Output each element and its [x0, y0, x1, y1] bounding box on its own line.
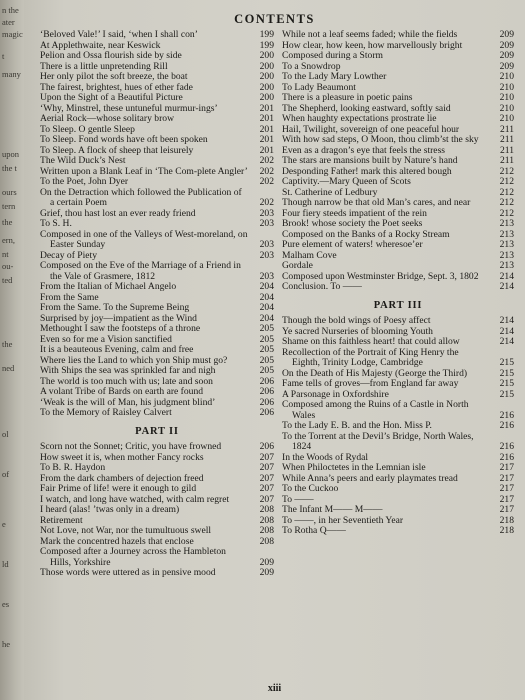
entry-page-number: 216 — [499, 409, 514, 421]
entry-page-number: 217 — [499, 504, 514, 515]
margin-fragment: ol — [2, 430, 9, 439]
entry-page-number: 200 — [259, 81, 274, 93]
entry-page-number: 206 — [259, 375, 274, 387]
entry-title: While Anna’s peers and early playmates tread — [282, 472, 458, 484]
entry-title: There is a little unpretending Rill — [40, 60, 168, 72]
toc-entry — [282, 30, 514, 41]
entry-page-number: 214 — [499, 336, 514, 347]
entry-page-number: 200 — [259, 71, 274, 82]
entry-title: Grief, thou hast lost an ever ready friend — [40, 207, 196, 219]
entry-page-number: 203 — [259, 270, 274, 282]
entry-title: To Sleep. A flock of sheep that leisurely — [40, 144, 194, 156]
entry-title: Scorn not the Sonnet; Critic, you have frowned — [40, 441, 222, 452]
entry-page-number: 207 — [259, 451, 274, 463]
entry-page-number: 216 — [499, 420, 514, 431]
entry-page-number: 213 — [499, 239, 514, 250]
entry-page-number: 203 — [259, 207, 274, 219]
entry-title: Composed on the Banks of a Rocky Stream — [282, 228, 450, 240]
entry-title: Aerial Rock—whose solitary brow — [40, 113, 175, 124]
entry-page-number: 217 — [499, 483, 514, 494]
entry-page-number: 218 — [499, 525, 514, 536]
toc-entry — [40, 261, 274, 282]
toc-entry — [40, 484, 274, 495]
margin-fragment: many — [2, 70, 21, 79]
entry-page-number: 211 — [499, 144, 514, 156]
entry-page-number: 211 — [499, 123, 514, 135]
entry-title: A volant Tribe of Bards on earth are found — [40, 386, 204, 397]
entry-page-number: 211 — [499, 134, 514, 145]
entry-title: To —— — [282, 493, 314, 505]
entry-title: When Philoctetes in the Lemnian isle — [282, 462, 426, 473]
entry-page-number: 212 — [499, 186, 514, 198]
toc-entry — [282, 219, 514, 230]
entry-title: Written upon a Blank Leaf in ‘The Com-plete Angler’ — [40, 165, 248, 177]
entry-title: In the Woods of Rydal — [282, 451, 369, 463]
entry-title: Composed among the Ruins of a Castle in North Wales — [282, 399, 469, 421]
toc-entry — [40, 505, 274, 516]
margin-fragment: ours — [2, 188, 17, 197]
entry-title: On the Detraction which followed the Publication of a certain Poem — [40, 186, 242, 208]
entry-title: Even so for me a Vision sanctified — [40, 333, 172, 345]
entry-page-number: 204 — [259, 302, 274, 313]
entry-page-number: 215 — [499, 357, 514, 368]
entry-title: A Parsonage in Oxfordshire — [282, 388, 389, 400]
toc-entry — [40, 345, 274, 356]
entry-title: To Sleep. O gentle Sleep — [40, 123, 135, 135]
entry-title: How sweet it is, when mother Fancy rocks — [40, 451, 204, 463]
entry-title: St. Catherine of Ledbury — [282, 186, 378, 198]
entry-title: Where lies the Land to which yon Ship must go? — [40, 354, 228, 366]
entry-page-number: 209 — [499, 50, 514, 61]
entry-page-number: 211 — [499, 155, 514, 166]
entry-title: Fame tells of groves—from England far away — [282, 378, 459, 389]
entry-page-number: 205 — [259, 323, 274, 334]
entry-title: While not a leaf seems faded; while the fields — [282, 29, 458, 40]
entry-title: To the Cuckoo — [282, 483, 339, 494]
margin-fragment: the — [2, 218, 13, 227]
toc-entry — [40, 408, 274, 419]
entry-title: On the Death of His Majesty (George the Third) — [282, 367, 468, 379]
entry-page-number: 212 — [499, 197, 514, 208]
entry-page-number: 213 — [499, 260, 514, 271]
entry-page-number: 205 — [259, 354, 274, 366]
toc-entry — [40, 156, 274, 167]
toc-entry — [282, 316, 514, 327]
margin-fragment: t — [2, 52, 5, 61]
entry-title: Her only pilot the soft breeze, the boat — [40, 71, 188, 82]
part-heading: PART II — [135, 425, 179, 437]
toc-entry — [40, 463, 274, 474]
entry-page-number: 204 — [259, 281, 274, 292]
toc-entry — [282, 198, 514, 209]
toc-entry — [40, 93, 274, 104]
margin-fragment: ou- — [2, 262, 14, 271]
entry-page-number: 214 — [499, 270, 514, 282]
entry-title: Pelion and Ossa flourish side by side — [40, 50, 182, 61]
entry-title: From the Italian of Michael Angelo — [40, 281, 177, 292]
toc-entry — [40, 72, 274, 83]
entry-title: It is a beauteous Evening, calm and free — [40, 344, 194, 355]
entry-page-number: 212 — [499, 165, 514, 177]
entry-title: To ——, in her Seventieth Year — [282, 514, 404, 526]
entry-title: The world is too much with us; late and soon — [40, 375, 213, 387]
entry-title: Conclusion. To —— — [282, 281, 362, 292]
entry-page-number: 204 — [259, 291, 274, 303]
entry-page-number: 216 — [499, 451, 514, 463]
margin-fragment: n the — [2, 6, 19, 15]
entry-page-number: 205 — [259, 333, 274, 345]
margin-fragment: magic — [2, 30, 23, 39]
entry-page-number: 213 — [499, 218, 514, 229]
part-heading: PART III — [373, 299, 423, 311]
entry-page-number: 207 — [259, 483, 274, 494]
entry-title: Composed on the Eve of the Marriage of a Friend in the Vale of Grasmere, 1812 — [40, 260, 241, 282]
toc-entry — [40, 366, 274, 377]
entry-title: How clear, how keen, how marvellously bright — [282, 39, 463, 51]
entry-title: The Shepherd, looking eastward, softly said — [282, 102, 451, 114]
toc-entry — [40, 526, 274, 537]
entry-page-number: 199 — [259, 39, 274, 51]
entry-page-number: 210 — [499, 81, 514, 93]
entry-title: Ye sacred Nurseries of blooming Youth — [282, 325, 433, 337]
entry-page-number: 209 — [259, 567, 274, 578]
entry-title: Malham Cove — [282, 249, 337, 261]
toc-entry — [40, 568, 274, 579]
entry-title: To the Memory of Raisley Calvert — [40, 407, 172, 418]
entry-page-number: 210 — [499, 113, 514, 124]
toc-entry — [40, 442, 274, 453]
entry-title: From the dark chambers of dejection freed — [40, 472, 204, 484]
margin-fragment: e — [2, 520, 6, 529]
entry-page-number: 207 — [259, 472, 274, 484]
entry-title: Recollection of the Portrait of King Henry the Eighth, Trinity Lodge, Cambridge — [282, 346, 459, 368]
entry-title: To the Lady E. B. and the Hon. Miss P. — [282, 420, 432, 431]
toc-entry — [40, 387, 274, 398]
entry-page-number: 205 — [259, 365, 274, 376]
entry-page-number: 214 — [499, 325, 514, 337]
entry-title: The Infant M—— M—— — [282, 504, 383, 515]
entry-page-number: 207 — [259, 493, 274, 505]
page-number: xiii — [267, 683, 282, 694]
entry-title: Even as a dragon’s eye that feels the stress — [282, 144, 446, 156]
entry-page-number: 215 — [499, 388, 514, 400]
toc-entry — [282, 379, 514, 390]
entry-title: There is a pleasure in poetic pains — [282, 92, 413, 103]
entry-title: From the Same — [40, 291, 99, 303]
entry-page-number: 206 — [259, 396, 274, 408]
entry-title: To Rotha Q—— — [282, 525, 346, 536]
entry-page-number: 208 — [259, 525, 274, 536]
entry-page-number: 201 — [259, 144, 274, 156]
entry-page-number: 200 — [259, 60, 274, 72]
entry-title: Shame on this faithless heart! that could allow — [282, 336, 460, 347]
toc-entry — [282, 505, 514, 516]
toc-entry — [40, 135, 274, 146]
entry-page-number: 210 — [499, 102, 514, 114]
toc-entry — [282, 484, 514, 495]
toc-entry — [40, 324, 274, 335]
entry-title: ‘Weak is the will of Man, his judgment blind’ — [40, 396, 216, 408]
entry-page-number: 199 — [259, 29, 274, 40]
entry-title: Methought I saw the footsteps of a throne — [40, 323, 201, 334]
entry-page-number: 210 — [499, 71, 514, 82]
entry-title: At Applethwaite, near Keswick — [40, 39, 161, 51]
entry-page-number: 212 — [499, 207, 514, 219]
margin-fragment: ld — [2, 560, 9, 569]
margin-fragment: ted — [2, 276, 13, 285]
entry-page-number: 210 — [499, 92, 514, 103]
toc-entry — [40, 209, 274, 220]
toc-entry — [282, 282, 514, 293]
toc-entry — [282, 400, 514, 421]
entry-page-number: 215 — [499, 378, 514, 389]
entry-title: When haughty expectations prostrate lie — [282, 113, 437, 124]
entry-page-number: 209 — [499, 60, 514, 72]
entry-page-number: 204 — [259, 312, 274, 324]
entry-page-number: 201 — [259, 134, 274, 145]
margin-fragment: the — [2, 340, 13, 349]
toc-entry — [282, 93, 514, 104]
entry-page-number: 218 — [499, 514, 514, 526]
entry-page-number: 206 — [259, 386, 274, 397]
entry-page-number: 203 — [259, 239, 274, 250]
toc-entry — [40, 230, 274, 251]
margin-fragment: ater — [2, 18, 15, 27]
toc-entry — [40, 219, 274, 230]
toc-entry — [40, 51, 274, 62]
entry-page-number: 217 — [499, 462, 514, 473]
entry-page-number: 201 — [259, 123, 274, 135]
entry-title: To Sleep. Fond words have oft been spoken — [40, 134, 208, 145]
entry-title: Retirement — [40, 514, 83, 526]
entry-page-number: 217 — [499, 493, 514, 505]
entry-title: Not Love, not War, nor the tumultuous swell — [40, 525, 212, 536]
entry-title: Decay of Piety — [40, 249, 98, 261]
entry-title: Hail, Twilight, sovereign of one peaceful hour — [282, 123, 460, 135]
page-title: CONTENTS — [234, 12, 315, 26]
entry-title: Mark the concentred hazels that enclose — [40, 535, 194, 547]
entry-title: To the Poet, John Dyer — [40, 176, 129, 187]
entry-title: Gordale — [282, 260, 313, 271]
entry-title: The fairest, brightest, hues of ether fade — [40, 81, 193, 93]
entry-title: To Lady Beaumont — [282, 81, 356, 93]
margin-fragment: he — [2, 640, 11, 649]
toc-entry — [282, 72, 514, 83]
entry-title: Composed after a Journey across the Hambleton Hills, Yorkshire — [40, 546, 226, 568]
entry-page-number: 200 — [259, 92, 274, 103]
toc-entry — [282, 526, 514, 537]
entry-title: To the Torrent at the Devil’s Bridge, North Wales, 1824 — [282, 430, 474, 452]
entry-title: I watch, and long have watched, with calm regret — [40, 493, 230, 505]
entry-page-number: 215 — [499, 367, 514, 379]
entry-title: Desponding Father! mark this altered bough — [282, 165, 452, 177]
toc-entry — [282, 251, 514, 262]
margin-fragment: of — [2, 470, 10, 479]
entry-page-number: 203 — [259, 249, 274, 261]
entry-title: Though the bold wings of Poesy affect — [282, 315, 431, 326]
entry-title: Composed in one of the Valleys of West-moreland, on Easter Sunday — [40, 228, 248, 250]
toc-entry — [282, 114, 514, 125]
entry-page-number: 208 — [259, 514, 274, 526]
right-column — [282, 30, 514, 537]
toc-entry — [40, 177, 274, 188]
entry-title: The stars are mansions built by Nature’s hand — [282, 155, 458, 166]
entry-title: Those words were uttered as in pensive mood — [40, 567, 216, 578]
left-column — [40, 30, 274, 579]
entry-title: Composed during a Storm — [282, 50, 383, 61]
entry-title: To B. R. Haydon — [40, 462, 106, 473]
entry-title: The Wild Duck’s Nest — [40, 155, 126, 166]
margin-fragment: upon — [2, 150, 19, 159]
toc-entry — [282, 421, 514, 432]
toc-entry — [40, 303, 274, 314]
contents-page — [24, 0, 525, 700]
entry-title: To the Lady Mary Lowther — [282, 71, 387, 82]
entry-page-number: 201 — [259, 102, 274, 114]
entry-page-number: 207 — [259, 462, 274, 473]
entry-title: Upon the Sight of a Beautiful Picture — [40, 92, 183, 103]
entry-title: Though narrow be that old Man’s cares, and near — [282, 197, 471, 208]
margin-fragment: tern — [2, 202, 16, 211]
entry-title: Captivity.—Mary Queen of Scots — [282, 176, 411, 187]
entry-page-number: 208 — [259, 504, 274, 515]
entry-title: To a Snowdrop — [282, 60, 341, 72]
entry-page-number: 201 — [259, 113, 274, 124]
toc-entry — [282, 348, 514, 369]
entry-title: ‘Beloved Vale!’ I said, ‘when I shall con’ — [40, 29, 198, 40]
toc-entry — [282, 463, 514, 474]
entry-page-number: 216 — [499, 441, 514, 452]
toc-entry — [282, 135, 514, 146]
entry-title: I heard (alas! ’twas only in a dream) — [40, 504, 180, 515]
margin-fragment: es — [2, 600, 10, 609]
entry-page-number: 209 — [499, 29, 514, 40]
entry-page-number: 217 — [499, 472, 514, 484]
entry-page-number: 206 — [259, 407, 274, 418]
entry-page-number: 208 — [259, 535, 274, 547]
toc-entry — [282, 177, 514, 188]
entry-title: Composed upon Westminster Bridge, Sept. 3, 1802 — [282, 270, 479, 282]
entry-title: With how sad steps, O Moon, thou climb’st the sky — [282, 134, 479, 145]
entry-page-number: 214 — [499, 315, 514, 326]
entry-title: From the Same. To the Supreme Being — [40, 302, 190, 313]
entry-page-number: 209 — [259, 556, 274, 568]
adjacent-page-edge — [0, 0, 24, 700]
margin-fragment: ern, — [2, 236, 15, 245]
toc-entry — [40, 30, 274, 41]
entry-title: Surprised by joy—impatient as the Wind — [40, 312, 197, 324]
margin-fragment: the t — [2, 164, 17, 173]
toc-entry — [282, 261, 514, 272]
entry-page-number: 202 — [259, 165, 274, 177]
entry-page-number: 202 — [259, 197, 274, 208]
entry-page-number: 213 — [499, 249, 514, 261]
entry-page-number: 205 — [259, 344, 274, 355]
entry-page-number: 214 — [499, 281, 514, 292]
toc-entry — [40, 547, 274, 568]
toc-entry — [40, 188, 274, 209]
entry-title: Brook! whose society the Poet seeks — [282, 218, 423, 229]
entry-page-number: 200 — [259, 50, 274, 61]
entry-page-number: 212 — [499, 176, 514, 187]
entry-page-number: 206 — [259, 441, 274, 452]
entry-page-number: 202 — [259, 176, 274, 187]
entry-title: Pure element of waters! wheresoe’er — [282, 239, 423, 250]
entry-page-number: 213 — [499, 228, 514, 240]
toc-entry — [40, 282, 274, 293]
margin-fragment: ned — [2, 364, 15, 373]
margin-fragment: nt — [2, 250, 9, 259]
entry-page-number: 203 — [259, 218, 274, 229]
toc-entry — [282, 432, 514, 453]
entry-page-number: 209 — [499, 39, 514, 51]
entry-title: Fair Prime of life! were it enough to gild — [40, 483, 197, 494]
toc-entry — [282, 51, 514, 62]
entry-title: With Ships the sea was sprinkled far and nigh — [40, 365, 216, 376]
entry-title: ‘Why, Minstrel, these untuneful murmur-ings’ — [40, 102, 218, 114]
toc-entry — [282, 156, 514, 167]
entry-title: Four fiery steeds impatient of the rein — [282, 207, 427, 219]
toc-entry — [282, 240, 514, 251]
entry-page-number: 202 — [259, 155, 274, 166]
toc-entry — [40, 114, 274, 125]
entry-title: To S. H. — [40, 218, 72, 229]
toc-entry — [282, 337, 514, 348]
